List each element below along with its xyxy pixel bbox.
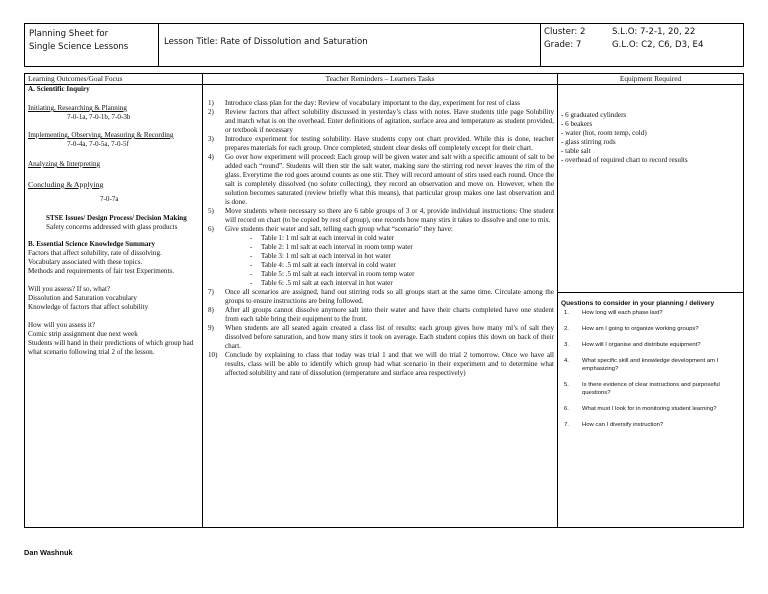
questions-title: Questions to consider in your planning / delivery bbox=[561, 300, 715, 307]
glo-label: G.L.O: C2, C6, D3, E4 bbox=[612, 40, 704, 50]
question-item: 7. How can I diversify instruction? bbox=[564, 422, 664, 428]
assess-answer-4: Students will hand in their predictions of which group had what scenario following trial 2 of the lesson. bbox=[28, 339, 194, 356]
column-divider bbox=[557, 74, 558, 527]
column-heading-equipment: Equipment Required bbox=[619, 74, 682, 83]
equipment-item: - glass stirring rods bbox=[561, 138, 616, 146]
grade-label: Grade: 7 bbox=[544, 40, 582, 50]
task-item: 10) Conclude by explaining to class that today was trial 1 and that we will do trial 2 tomorrow. Once we have all results, class will be able to identify which group had what scenario in their experiment and to determine what affected solubility and rate of dissolution (temperature and surface area respectively) bbox=[208, 351, 554, 377]
slo-label: S.L.O: 7-2-1, 20, 22 bbox=[612, 27, 696, 37]
concluding-heading: Concluding & Applying bbox=[28, 180, 104, 189]
question-item: 1. How long will each phase last? bbox=[564, 310, 663, 316]
outcomes-column bbox=[28, 85, 198, 357]
header-table bbox=[24, 23, 744, 67]
task-item: 7) Once all scenarios are assigned, hand out stirring rods so all groups start at the same time. Circulate among the groups to ensure instructions are being followed. bbox=[208, 288, 554, 305]
task-item: 8) After all groups cannot dissolve anymore salt into their water and have their charts completed have one student from each table bring their equipment to the front. bbox=[208, 306, 554, 323]
question-item: 2. How am I going to organize working groups? bbox=[564, 326, 699, 332]
concluding-code: 7-0-7a bbox=[100, 195, 119, 203]
task-item: 3) Introduce experiment for testing solubility. Have students copy out chart provided. While this is done, teacher prepares materials for each group. Once completed, student clear desks off completely except for their chart. bbox=[208, 135, 554, 152]
initiating-heading: Initiating, Researching & Planning bbox=[28, 104, 127, 112]
column-heading-outcomes: Learning Outcomes/Goal Focus bbox=[28, 74, 123, 83]
scenario-list bbox=[225, 234, 554, 288]
questions-divider bbox=[557, 292, 743, 293]
lesson-title-cell bbox=[159, 24, 541, 66]
section-a-heading: A. Scientific Inquiry bbox=[28, 85, 90, 93]
cluster-label: Cluster: 2 bbox=[544, 27, 586, 37]
column-divider bbox=[202, 74, 203, 527]
question-item: 5. Is there evidence of clear instructions and purposeful questions? bbox=[564, 382, 720, 396]
cluster-grade-cell bbox=[541, 24, 745, 66]
task-item: 1) Introduce class plan for the day: Review of vocabulary important to the day, experiment for rest of class bbox=[208, 99, 521, 107]
stse-heading: STSE Issues/ Design Process/ Decision Making bbox=[46, 214, 187, 222]
vocabulary-text: Vocabulary associated with these topics. bbox=[28, 258, 143, 266]
planning-table bbox=[24, 73, 744, 528]
questions-section bbox=[561, 300, 741, 437]
task-list bbox=[205, 99, 554, 378]
sheet-type-line1: Planning Sheet for bbox=[29, 29, 109, 39]
section-b-heading: B. Essential Science Knowledge Summary bbox=[28, 240, 156, 248]
assess-answer-3: Comic strip assignment due next week bbox=[28, 330, 138, 338]
sheet-type-cell bbox=[25, 24, 159, 66]
factors-text: Factors that affect solubility, rate of dissolving. bbox=[28, 249, 162, 257]
analyzing-heading: Analyzing & Interpreting bbox=[28, 160, 101, 168]
task-item: 4) Go over how experiment will proceed: Each group will be given water and salt with a specific amount of salt to be added each “round”. Students will then stir the salt water, making sure the stirring rod never leaves the rim of the glass. Everytime the rod goes around counts as one stir. They will record amount of stirs used each round. Once the salt is completely dissolved (no solute collecting), they record an observation and move on. However, when the solution becomes saturated (review briefly what this means), that particular group makes one last observation and is done. bbox=[208, 153, 554, 206]
assess-question-1: Will you assess? If so, what? bbox=[28, 285, 111, 293]
scenario-item: - Table 2: 1 ml salt at each interval in room temp water bbox=[225, 243, 554, 252]
task-item: 2) Review factors that affect solubility discussed in yesterday’s class with notes. Have students title page Solubility and match what is on the overhead. Enter definitions of agitation, surface area and temperature as student provided, or textbook if necessary bbox=[208, 108, 554, 134]
question-item: 6. What must I look for in monitoring student learning? bbox=[564, 406, 717, 412]
implementing-heading: Implementing, Observing, Measuring & Recording bbox=[28, 131, 174, 139]
implementing-codes: 7-0-4a, 7-0-5a, 7-0-5f bbox=[67, 140, 129, 148]
initiating-codes: 7-0-1a, 7-0-1b, 7-0-3b bbox=[67, 113, 131, 121]
author-name: Dan Washnuk bbox=[24, 548, 73, 557]
methods-text: Methods and requirements of fair test Experiments. bbox=[28, 267, 174, 275]
sheet-type-line2: Single Science Lessons bbox=[29, 42, 129, 52]
equipment-item: - 6 graduated cylinders bbox=[561, 111, 627, 119]
scenario-item: - Table 6: .5 ml salt at each interval in hot water bbox=[225, 279, 554, 288]
equipment-item: - overhead of required chart to record results bbox=[561, 156, 688, 164]
assess-answer-2: Knowledge of factors that affect solubility bbox=[28, 303, 149, 311]
equipment-list bbox=[561, 111, 741, 165]
question-item: 4. What specific skill and knowledge development am I emphasizing? bbox=[564, 358, 719, 372]
task-item: 6) Give students their water and salt, telling each group what “scenario” they have: - Table 1: 1 ml salt at each interval in cold water - Table 2: 1 ml salt at each interval in room temp water - Table 3: 1 ml salt at each interval in hot water - Table 4: .5 ml salt at each interval in cold water - Table 5: .5 ml salt at each interval in room temp water - Table 6: .5 ml salt at each interval in hot water bbox=[205, 225, 554, 288]
column-heading-tasks: Teacher Reminders – Learners Tasks bbox=[325, 74, 435, 83]
equipment-item: - 6 beakers bbox=[561, 120, 593, 128]
assess-question-2: How will you assess it? bbox=[28, 321, 95, 329]
assess-answer-1: Dissolution and Saturation vocabulary bbox=[28, 294, 137, 302]
questions-list bbox=[561, 309, 741, 429]
scenario-item: - Table 1: 1 ml salt at each interval in cold water bbox=[225, 234, 554, 243]
scenario-item: - Table 5: .5 ml salt at each interval in room temp water bbox=[225, 270, 554, 279]
lesson-title: Lesson Title: Rate of Dissolution and Saturation bbox=[164, 37, 368, 47]
task-item: 5) Move students where necessary so there are 6 table groups of 3 or 4, provide individual instructions: One student will record on chart (to be copied by rest of group), one records how many stirs it takes to dissolve and one to mix. bbox=[208, 207, 554, 224]
task-item: 9) When students are all seated again created a class list of results: each group gives how many ml’s of salt they dissolved before saturation, and how many stirs it took on average. Each student copies this down on back of their chart. bbox=[208, 324, 554, 350]
scenario-item: - Table 4: .5 ml salt at each interval in cold water bbox=[225, 261, 554, 270]
equipment-item: - water (hot, room temp, cold) bbox=[561, 129, 647, 137]
stse-text: Safety concerns addressed with glass products bbox=[46, 223, 178, 231]
question-item: 3. How will I organise and distribute equipment? bbox=[564, 342, 701, 348]
scenario-item: - Table 3: 1 ml salt at each interval in hot water bbox=[225, 252, 554, 261]
tasks-column bbox=[205, 99, 554, 378]
equipment-item: - table salt bbox=[561, 147, 591, 155]
